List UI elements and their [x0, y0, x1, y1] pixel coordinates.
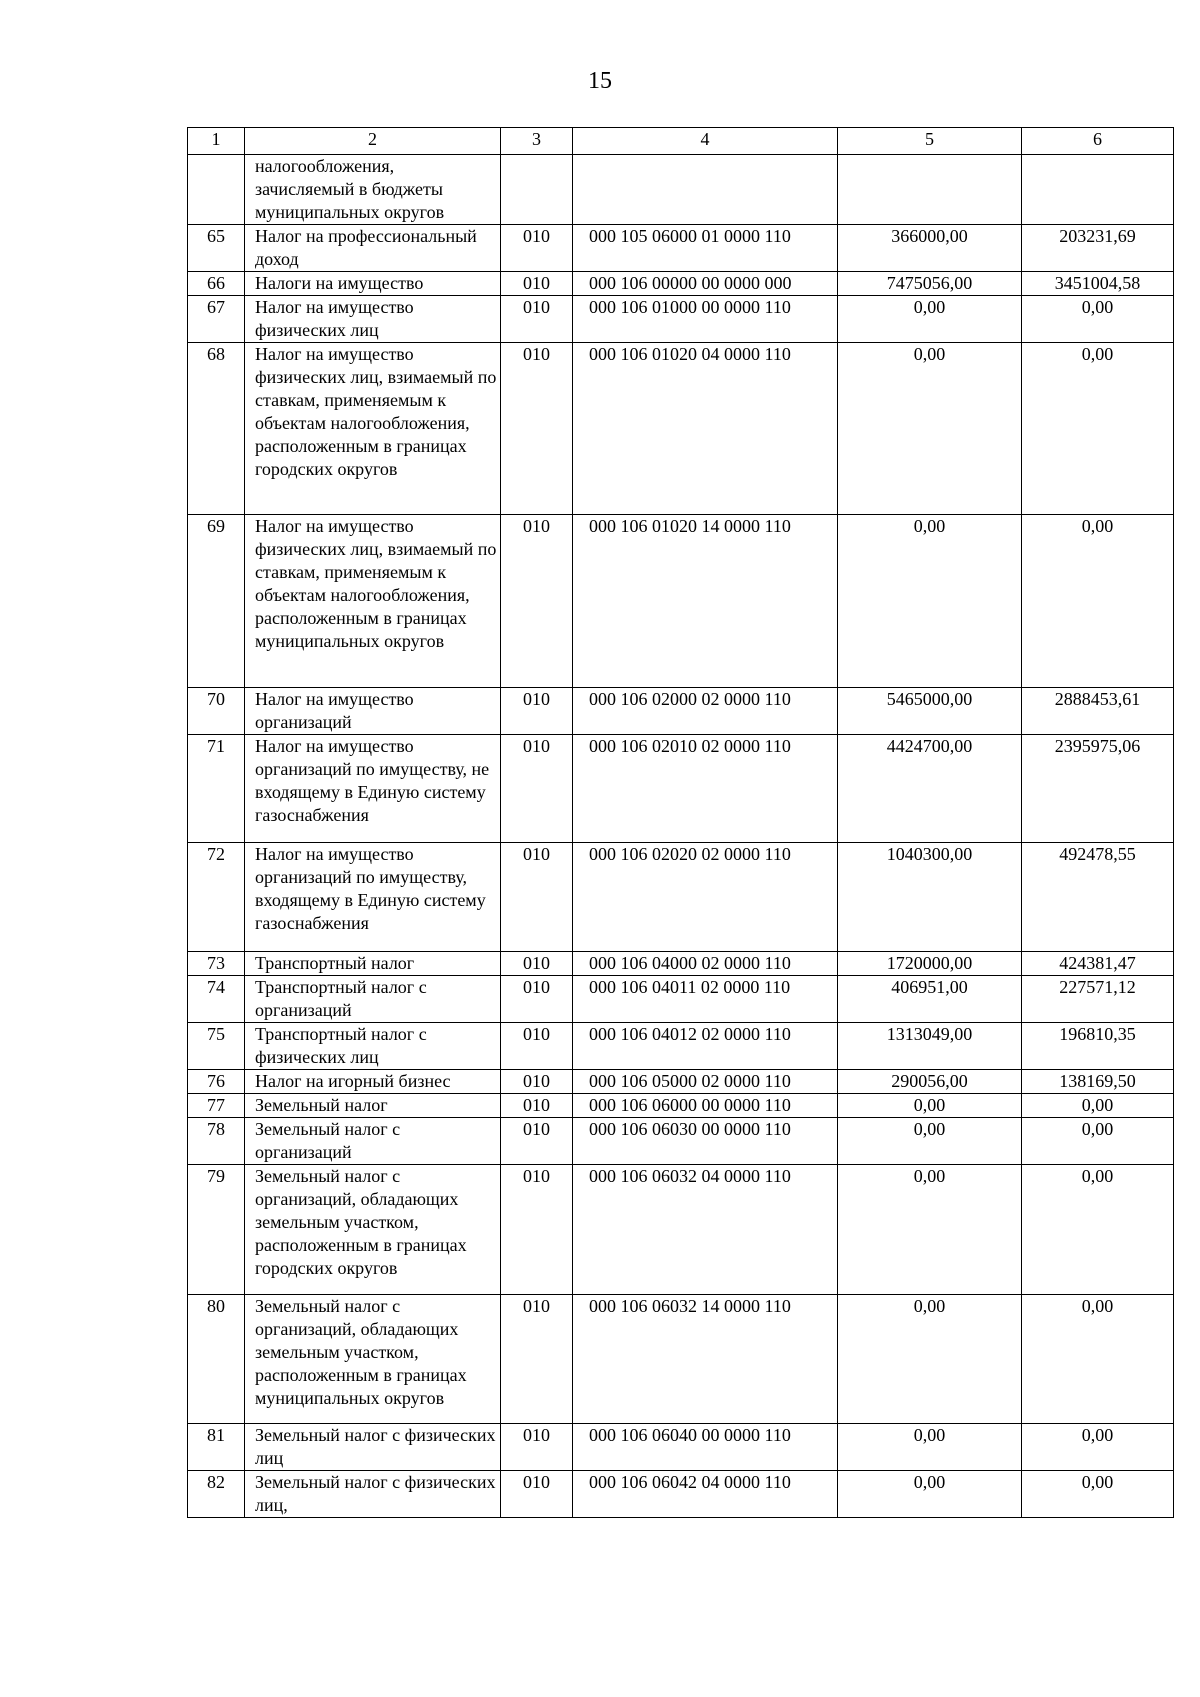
table-row: [188, 155, 1174, 225]
table-row: [188, 1093, 1174, 1117]
line-code-cell: 010: [501, 296, 573, 343]
budget-classification-code-cell: 000 106 05000 02 0000 110: [573, 1069, 838, 1093]
budget-classification-code-cell: 000 106 02010 02 0000 110: [573, 734, 838, 843]
line-code-cell: 010: [501, 951, 573, 975]
table-row: [188, 343, 1174, 515]
approved-amount-cell: 7475056,00: [838, 272, 1022, 296]
approved-amount-cell: 1040300,00: [838, 843, 1022, 952]
line-code-cell: [501, 155, 573, 225]
executed-amount-cell: 0,00: [1022, 1117, 1174, 1164]
executed-amount-cell: 2888453,61: [1022, 687, 1174, 734]
line-code-cell: 010: [501, 1471, 573, 1518]
header-cell-2: 2: [245, 128, 501, 155]
row-number-cell: 67: [188, 296, 245, 343]
row-number-cell: 79: [188, 1164, 245, 1294]
revenue-name-cell: Налог на игорный бизнес: [245, 1069, 501, 1093]
revenue-name-cell: Транспортный налог с организаций: [245, 975, 501, 1022]
table-row: [188, 1069, 1174, 1093]
header-cell-3: 3: [501, 128, 573, 155]
table-body: [188, 128, 1174, 1518]
approved-amount-cell: 1720000,00: [838, 951, 1022, 975]
row-number-cell: 65: [188, 225, 245, 272]
approved-amount-cell: 0,00: [838, 1117, 1022, 1164]
line-code-cell: 010: [501, 1117, 573, 1164]
table-row: [188, 687, 1174, 734]
table-row: [188, 515, 1174, 687]
row-number-cell: 76: [188, 1069, 245, 1093]
line-code-cell: 010: [501, 272, 573, 296]
row-number-cell: 74: [188, 975, 245, 1022]
line-code-cell: 010: [501, 515, 573, 687]
revenue-name-cell: Налог на имущество организаций по имуществу, входящему в Единую систему газоснабжения: [245, 843, 501, 952]
executed-amount-cell: 0,00: [1022, 1093, 1174, 1117]
line-code-cell: 010: [501, 1424, 573, 1471]
table-row: [188, 1164, 1174, 1294]
approved-amount-cell: 0,00: [838, 1471, 1022, 1518]
executed-amount-cell: 227571,12: [1022, 975, 1174, 1022]
revenue-name-cell: Налог на имущество организаций по имуществу, не входящему в Единую систему газоснабжения: [245, 734, 501, 843]
line-code-cell: 010: [501, 734, 573, 843]
table-row: [188, 1117, 1174, 1164]
budget-classification-code-cell: 000 106 04011 02 0000 110: [573, 975, 838, 1022]
row-number-cell: 81: [188, 1424, 245, 1471]
revenue-name-cell: Налоги на имущество: [245, 272, 501, 296]
budget-classification-code-cell: 000 106 01000 00 0000 110: [573, 296, 838, 343]
approved-amount-cell: 0,00: [838, 296, 1022, 343]
budget-classification-code-cell: 000 106 02020 02 0000 110: [573, 843, 838, 952]
budget-classification-code-cell: 000 105 06000 01 0000 110: [573, 225, 838, 272]
table-row: [188, 951, 1174, 975]
approved-amount-cell: 4424700,00: [838, 734, 1022, 843]
row-number-cell: 71: [188, 734, 245, 843]
header-row: [188, 128, 1174, 155]
line-code-cell: 010: [501, 687, 573, 734]
approved-amount-cell: 406951,00: [838, 975, 1022, 1022]
approved-amount-cell: 0,00: [838, 1294, 1022, 1424]
budget-classification-code-cell: 000 106 01020 14 0000 110: [573, 515, 838, 687]
header-cell-1: 1: [188, 128, 245, 155]
table-row: [188, 1294, 1174, 1424]
header-cell-4: 4: [573, 128, 838, 155]
revenue-name-cell: Налог на профессиональный доход: [245, 225, 501, 272]
table-row: [188, 225, 1174, 272]
header-cell-6: 6: [1022, 128, 1174, 155]
table-row: [188, 1022, 1174, 1069]
table-row: [188, 975, 1174, 1022]
approved-amount-cell: 5465000,00: [838, 687, 1022, 734]
executed-amount-cell: 424381,47: [1022, 951, 1174, 975]
approved-amount-cell: 366000,00: [838, 225, 1022, 272]
executed-amount-cell: 0,00: [1022, 1164, 1174, 1294]
executed-amount-cell: 0,00: [1022, 1471, 1174, 1518]
budget-classification-code-cell: 000 106 04000 02 0000 110: [573, 951, 838, 975]
executed-amount-cell: 492478,55: [1022, 843, 1174, 952]
line-code-cell: 010: [501, 1164, 573, 1294]
row-number-cell: 73: [188, 951, 245, 975]
executed-amount-cell: 0,00: [1022, 515, 1174, 687]
header-cell-5: 5: [838, 128, 1022, 155]
revenue-name-cell: Налог на имущество физических лиц, взимаемый по ставкам, применяемым к объектам налогообложения, расположенным в границах городских округов: [245, 343, 501, 515]
approved-amount-cell: 0,00: [838, 1424, 1022, 1471]
row-number-cell: 82: [188, 1471, 245, 1518]
approved-amount-cell: 290056,00: [838, 1069, 1022, 1093]
row-number-cell: 72: [188, 843, 245, 952]
line-code-cell: 010: [501, 1022, 573, 1069]
revenue-name-cell: Налог на имущество физических лиц: [245, 296, 501, 343]
revenue-name-cell: Земельный налог с физических лиц: [245, 1424, 501, 1471]
executed-amount-cell: 2395975,06: [1022, 734, 1174, 843]
row-number-cell: [188, 155, 245, 225]
approved-amount-cell: 0,00: [838, 515, 1022, 687]
budget-classification-code-cell: 000 106 00000 00 0000 000: [573, 272, 838, 296]
row-number-cell: 66: [188, 272, 245, 296]
approved-amount-cell: 0,00: [838, 343, 1022, 515]
row-number-cell: 80: [188, 1294, 245, 1424]
revenue-name-cell: Земельный налог с организаций, обладающих земельным участком, расположенным в границах городских округов: [245, 1164, 501, 1294]
executed-amount-cell: 0,00: [1022, 1294, 1174, 1424]
revenue-name-cell: Земельный налог с физических лиц,: [245, 1471, 501, 1518]
budget-classification-code-cell: 000 106 01020 04 0000 110: [573, 343, 838, 515]
budget-classification-code-cell: 000 106 06000 00 0000 110: [573, 1093, 838, 1117]
line-code-cell: 010: [501, 225, 573, 272]
table-row: [188, 734, 1174, 843]
row-number-cell: 75: [188, 1022, 245, 1069]
page-number: 15: [588, 68, 612, 94]
revenue-name-cell: Налог на имущество физических лиц, взимаемый по ставкам, применяемым к объектам налогообложения, расположенным в границах муниципальных округов: [245, 515, 501, 687]
approved-amount-cell: [838, 155, 1022, 225]
revenue-name-cell: Земельный налог: [245, 1093, 501, 1117]
revenue-table: [187, 127, 1174, 1518]
executed-amount-cell: 138169,50: [1022, 1069, 1174, 1093]
executed-amount-cell: 3451004,58: [1022, 272, 1174, 296]
row-number-cell: 68: [188, 343, 245, 515]
budget-classification-code-cell: 000 106 02000 02 0000 110: [573, 687, 838, 734]
executed-amount-cell: [1022, 155, 1174, 225]
revenue-name-cell: Транспортный налог с физических лиц: [245, 1022, 501, 1069]
budget-classification-code-cell: 000 106 06032 04 0000 110: [573, 1164, 838, 1294]
budget-classification-code-cell: 000 106 04012 02 0000 110: [573, 1022, 838, 1069]
table-row: [188, 296, 1174, 343]
approved-amount-cell: 0,00: [838, 1164, 1022, 1294]
executed-amount-cell: 0,00: [1022, 343, 1174, 515]
approved-amount-cell: 1313049,00: [838, 1022, 1022, 1069]
revenue-name-cell: Налог на имущество организаций: [245, 687, 501, 734]
table-row: [188, 272, 1174, 296]
budget-classification-code-cell: 000 106 06030 00 0000 110: [573, 1117, 838, 1164]
revenue-name-cell: Земельный налог с организаций, обладающих земельным участком, расположенным в границах муниципальных округов: [245, 1294, 501, 1424]
table-row: [188, 843, 1174, 952]
row-number-cell: 70: [188, 687, 245, 734]
line-code-cell: 010: [501, 975, 573, 1022]
executed-amount-cell: 0,00: [1022, 296, 1174, 343]
revenue-name-cell: Транспортный налог: [245, 951, 501, 975]
line-code-cell: 010: [501, 343, 573, 515]
executed-amount-cell: 196810,35: [1022, 1022, 1174, 1069]
revenue-name-cell: налогообложения, зачисляемый в бюджеты муниципальных округов: [245, 155, 501, 225]
line-code-cell: 010: [501, 1093, 573, 1117]
revenue-name-cell: Земельный налог с организаций: [245, 1117, 501, 1164]
budget-classification-code-cell: 000 106 06042 04 0000 110: [573, 1471, 838, 1518]
row-number-cell: 77: [188, 1093, 245, 1117]
executed-amount-cell: 0,00: [1022, 1424, 1174, 1471]
row-number-cell: 69: [188, 515, 245, 687]
table-row: [188, 1424, 1174, 1471]
line-code-cell: 010: [501, 1069, 573, 1093]
budget-classification-code-cell: 000 106 06040 00 0000 110: [573, 1424, 838, 1471]
executed-amount-cell: 203231,69: [1022, 225, 1174, 272]
approved-amount-cell: 0,00: [838, 1093, 1022, 1117]
table-row: [188, 1471, 1174, 1518]
budget-classification-code-cell: 000 106 06032 14 0000 110: [573, 1294, 838, 1424]
line-code-cell: 010: [501, 843, 573, 952]
line-code-cell: 010: [501, 1294, 573, 1424]
budget-classification-code-cell: [573, 155, 838, 225]
row-number-cell: 78: [188, 1117, 245, 1164]
